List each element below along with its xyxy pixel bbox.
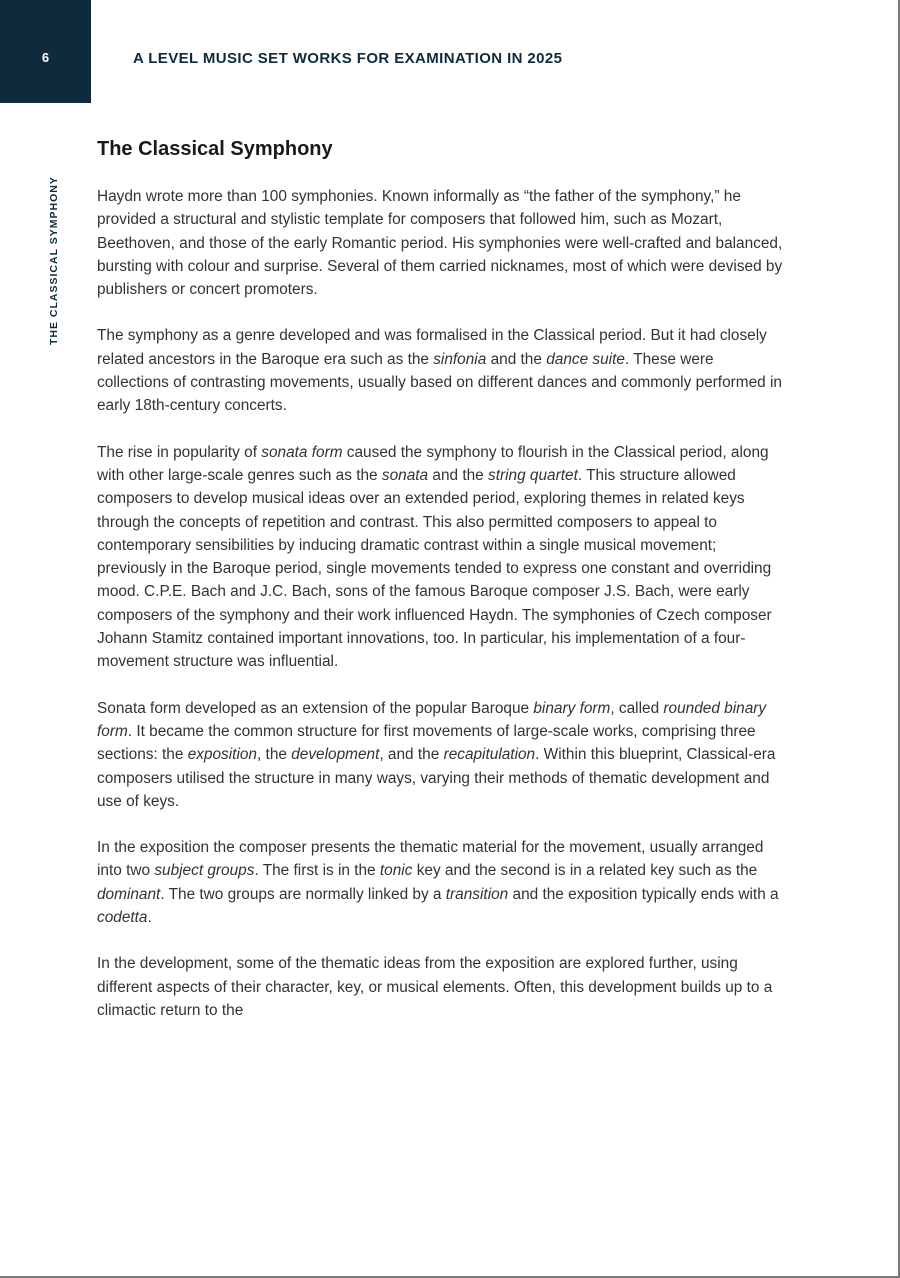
paragraph: In the development, some of the thematic ideas from the exposition are explored further, using different aspects of their character, key, or musical elements. Often, this development builds up to a climactic return to the: [97, 955, 773, 1019]
italic-term: development: [291, 746, 380, 764]
paragraph: Haydn wrote more than 100 symphonies. Known informally as “the father of the symphony,” he provided a structural and stylistic template for composers that followed him, such as Mozart, Beethoven, and those of the early Romantic period. His symphonies were well-crafted and balanced, bursting with colour and surprise. Several of them carried nicknames, most of which were devised by publishers or concert promoters.: [97, 188, 783, 299]
italic-term: binary form: [533, 699, 611, 717]
italic-term: exposition: [187, 746, 257, 764]
italic-term: sonata form: [261, 443, 343, 461]
paragraph: The rise in popularity of sonata form caused the symphony to flourish in the Classical period, along with other large-scale genres such as the sonata and the string quartet. This structure allowed composers to develop musical ideas over an extended period, exploring themes in related keys through the concepts of repetition and contrast. This also permitted composers to appeal to contemporary sensibilities by inducing dramatic contrast within a single musical movement; previously in the Baroque period, single movements tended to express one constant and overriding mood. C.P.E. Bach and J.C. Bach, sons of the famous Baroque composer J.S. Bach, were early composers of the symphony and their work influenced Haydn. The symphonies of Czech composer Johann Stamitz contained important innovations, too. In particular, his implementation of a four-movement structure was influential.: [97, 443, 772, 671]
section-title: The Classical Symphony: [97, 138, 333, 160]
page-number: 6: [41, 50, 50, 65]
italic-term: subject groups: [154, 862, 255, 880]
article-body: [97, 138, 787, 1045]
italic-term: tonic: [379, 862, 413, 880]
italic-term: sonata: [381, 466, 429, 484]
italic-term: dance suite: [546, 350, 625, 368]
page-number-tab: [0, 0, 91, 103]
side-section-label: THE CLASSICAL SYMPHONY: [48, 176, 60, 345]
italic-term: rounded binary form: [97, 699, 767, 740]
italic-term: recapitulation: [443, 746, 536, 764]
italic-term: string quartet: [488, 466, 578, 484]
italic-term: transition: [445, 885, 509, 903]
italic-term: codetta: [97, 909, 148, 927]
paragraph: Sonata form developed as an extension of the popular Baroque binary form, called rounded binary form. It became the common structure for first movements of large-scale works, comprising three sections: the exposition, the development, and the recapitulation. Within this blueprint, Classical-era composers utilised the structure in many ways, varying their methods of thematic development and use of keys.: [97, 699, 776, 810]
paragraph: The symphony as a genre developed and was formalised in the Classical period. But it had closely related ancestors in the Baroque era such as the sinfonia and the dance suite. These were collections of contrasting movements, usually based on different dances and commonly performed in early 18th-century concerts.: [97, 327, 782, 415]
running-header: A LEVEL MUSIC SET WORKS FOR EXAMINATION IN 2025: [133, 50, 563, 67]
paragraph: In the exposition the composer presents the thematic material for the movement, usually arranged into two subject groups. The first is in the tonic key and the second is in a related key such as the dominant. The two groups are normally linked by a transition and the exposition typically ends with a codetta.: [97, 839, 779, 927]
italic-term: dominant: [97, 885, 161, 903]
italic-term: sinfonia: [433, 350, 487, 368]
